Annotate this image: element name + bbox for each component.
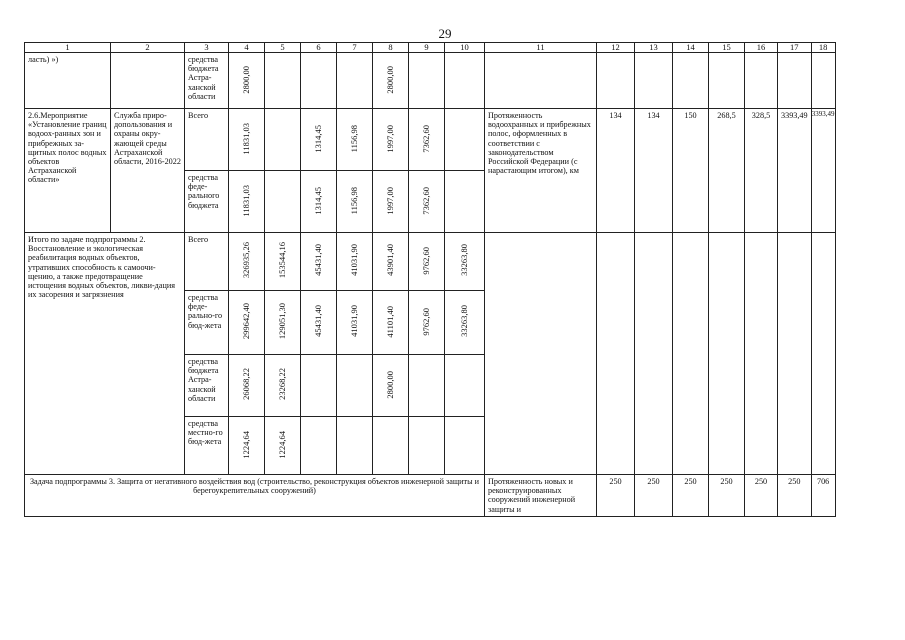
col-header: 9: [409, 43, 445, 53]
cell-funding-source: Всего: [185, 233, 229, 291]
col-header: 12: [597, 43, 635, 53]
col-header: 3: [185, 43, 229, 53]
cell-indicator: Протяженность новых и реконструированных сооружений инженерной защиты и: [485, 475, 597, 517]
col-header: 14: [673, 43, 709, 53]
cell-value: 1314,45: [312, 186, 323, 215]
cell-funding-source: средства феде-рально-го бюд-жета: [185, 291, 229, 355]
cell-value: 1156,98: [348, 186, 359, 215]
cell-value: 11831,03: [240, 122, 251, 155]
cell-indicator-value: 250: [709, 475, 745, 517]
cell-value: 129051,30: [276, 303, 287, 340]
cell-value: 11831,03: [240, 184, 251, 217]
col-header: 17: [778, 43, 812, 53]
cell-indicator-value: 3393,49: [778, 109, 812, 233]
cell-value: 45431,40: [312, 305, 323, 338]
cell-value: 9762,60: [420, 246, 431, 275]
cell-value: 43901,40: [384, 244, 395, 277]
cell-task-title: Задача подпрограммы 3. Защита от негативного воздействия вод (строительство, реконструкция объектов инженерной защиты и берегоукрепительных сооружений): [25, 475, 485, 517]
cell-value: 41101,40: [384, 305, 395, 338]
col-header: 16: [745, 43, 778, 53]
cell-value: 2800,00: [384, 370, 395, 399]
cell-value: 1314,45: [312, 124, 323, 153]
cell-value: 33263,80: [458, 244, 469, 277]
cell-value: 41031,90: [348, 305, 359, 338]
cell-indicator-value: 328,5: [745, 109, 778, 233]
cell-value: 9762,60: [420, 307, 431, 336]
cell-funding-source: средства феде-рального бюджета: [185, 171, 229, 233]
cell-indicator-value: 134: [635, 109, 673, 233]
cell-value: 1224,64: [276, 430, 287, 459]
table-row: [25, 109, 836, 171]
col-header: 8: [373, 43, 409, 53]
cell-value: 23268,22: [276, 368, 287, 401]
col-header: 10: [445, 43, 485, 53]
cell-value: 1997,00: [384, 124, 395, 153]
cell-value: 1997,00: [384, 186, 395, 215]
col-header: 13: [635, 43, 673, 53]
cell-value: 33263,80: [458, 305, 469, 338]
col-header: 18: [811, 43, 835, 53]
cell-indicator: Протяженность водоохранных и прибрежных полос, оформленных в соответствии с законодательством Российской Федерации (с нарастающим итогом), км: [485, 109, 597, 233]
cell-value: 1224,64: [240, 430, 251, 459]
cell-value: 45431,40: [312, 244, 323, 277]
cell-indicator-value: 706: [811, 475, 835, 517]
cell-activity: ласть) »): [25, 53, 111, 109]
cell-value: 7362,60: [420, 186, 431, 215]
cell-indicator-value: 250: [778, 475, 812, 517]
cell-indicator-value: 268,5: [709, 109, 745, 233]
cell-funding-source: Всего: [185, 109, 229, 171]
cell-value: 326935,26: [240, 242, 251, 279]
cell-value: 1156,98: [348, 124, 359, 153]
cell-value: 2800,00: [384, 65, 395, 94]
cell-value: 2800,00: [240, 65, 251, 94]
col-header: 11: [485, 43, 597, 53]
table-row: [25, 475, 836, 517]
column-number-row: [25, 43, 836, 53]
cell-indicator-value: 134: [597, 109, 635, 233]
cell-funding-source: средства бюджета Астра-ханской области: [185, 355, 229, 417]
cell-indicator-value: 250: [597, 475, 635, 517]
program-table: [24, 42, 836, 517]
cell-indicator-value: 250: [635, 475, 673, 517]
page-number: 29: [438, 26, 452, 41]
cell-indicator-value: 3393,49: [811, 109, 835, 233]
col-header: 5: [265, 43, 301, 53]
table-row: [25, 233, 836, 291]
cell-value: 153544,16: [276, 242, 287, 279]
cell-indicator-value: 150: [673, 109, 709, 233]
cell-indicator-value: 250: [673, 475, 709, 517]
cell-funding-source: средства местно-го бюд-жета: [185, 417, 229, 475]
cell-value: 299642,40: [240, 303, 251, 340]
cell-activity: 2.6.Мероприятие «Установление границ водоох-ранных зон и прибрежных за-щитных полос водных объектов Астраханской области»: [25, 109, 111, 233]
cell-indicator-value: 250: [745, 475, 778, 517]
col-header: 7: [337, 43, 373, 53]
col-header: 2: [111, 43, 185, 53]
cell-task-total: Итого по задаче подпрограммы 2. Восстановление и экологическая реабилитация водных объектов, утративших способность к самоочи-щению, а также предотвращение истощения водных объектов, ликви-дация их засорения и загрязнения: [25, 233, 185, 475]
table-row: [25, 53, 836, 109]
cell-funding-source: средства бюджета Астра-ханской области: [185, 53, 229, 109]
cell-value: 26068,22: [240, 368, 251, 401]
col-header: 6: [301, 43, 337, 53]
cell-value: 7362,60: [420, 124, 431, 153]
col-header: 1: [25, 43, 111, 53]
cell-value: 41031,90: [348, 244, 359, 277]
col-header: 15: [709, 43, 745, 53]
col-header: 4: [229, 43, 265, 53]
cell-executor: Служба приро-допользования и охраны окру-жающей среды Астраханской области, 2016-2022: [111, 109, 185, 233]
